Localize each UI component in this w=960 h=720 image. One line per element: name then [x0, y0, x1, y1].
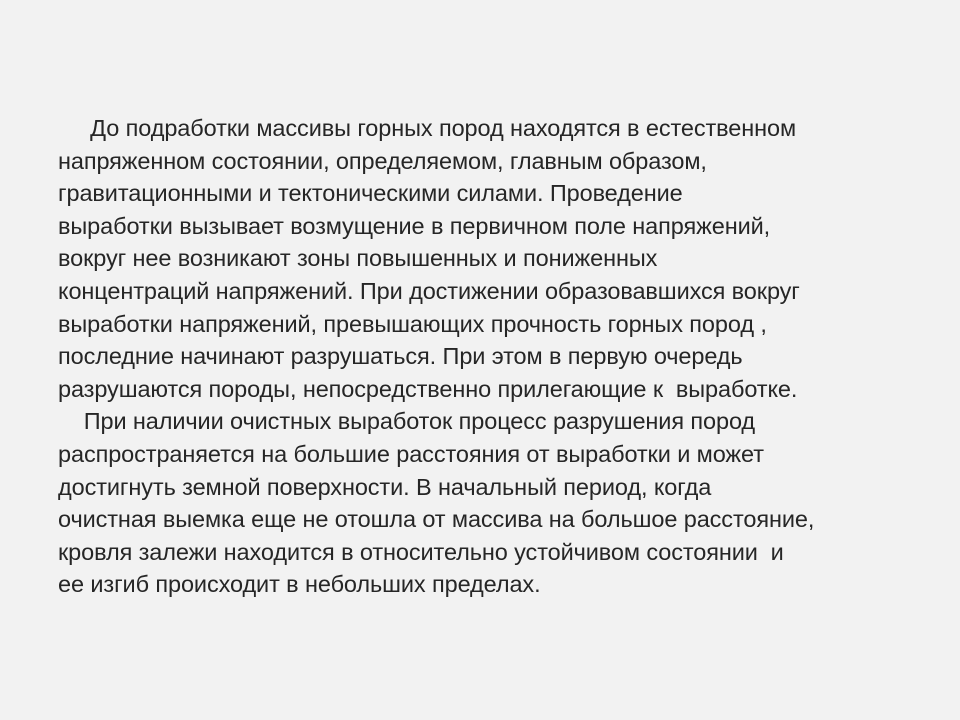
text-line: выработки напряжений, превышающих прочность горных пород , — [58, 310, 767, 337]
text-line: напряженном состоянии, определяемом, главным образом, — [58, 147, 707, 174]
text-line: разрушаются породы, непосредственно прилегающие к выработке. — [58, 375, 798, 402]
body-text-box — [58, 112, 928, 601]
text-line: кровля залежи находится в относительно устойчивом состоянии и — [58, 538, 784, 565]
text-line: При наличии очистных выработок процесс разрушения пород — [58, 408, 756, 435]
text-line: последние начинают разрушаться. При этом в первую очередь — [58, 343, 743, 370]
text-line: достигнуть земной поверхности. В начальный период, когда — [58, 473, 712, 500]
text-line: вокруг нее возникают зоны повышенных и пониженных — [58, 245, 658, 272]
text-line: ее изгиб происходит в небольших пределах. — [58, 571, 541, 598]
text-line: До подработки массивы горных пород находятся в естественном — [58, 115, 797, 141]
text-line: гравитационными и тектоническими силами. Проведение — [58, 180, 683, 207]
text-line: выработки вызывает возмущение в первичном поле напряжений, — [58, 212, 771, 239]
text-line: распространяется на большие расстояния от выработки и может — [58, 440, 764, 467]
text-line: очистная выемка еще не отошла от массива на большое расстояние, — [58, 506, 815, 533]
text-line: концентраций напряжений. При достижении образовавшихся вокруг — [58, 277, 800, 304]
